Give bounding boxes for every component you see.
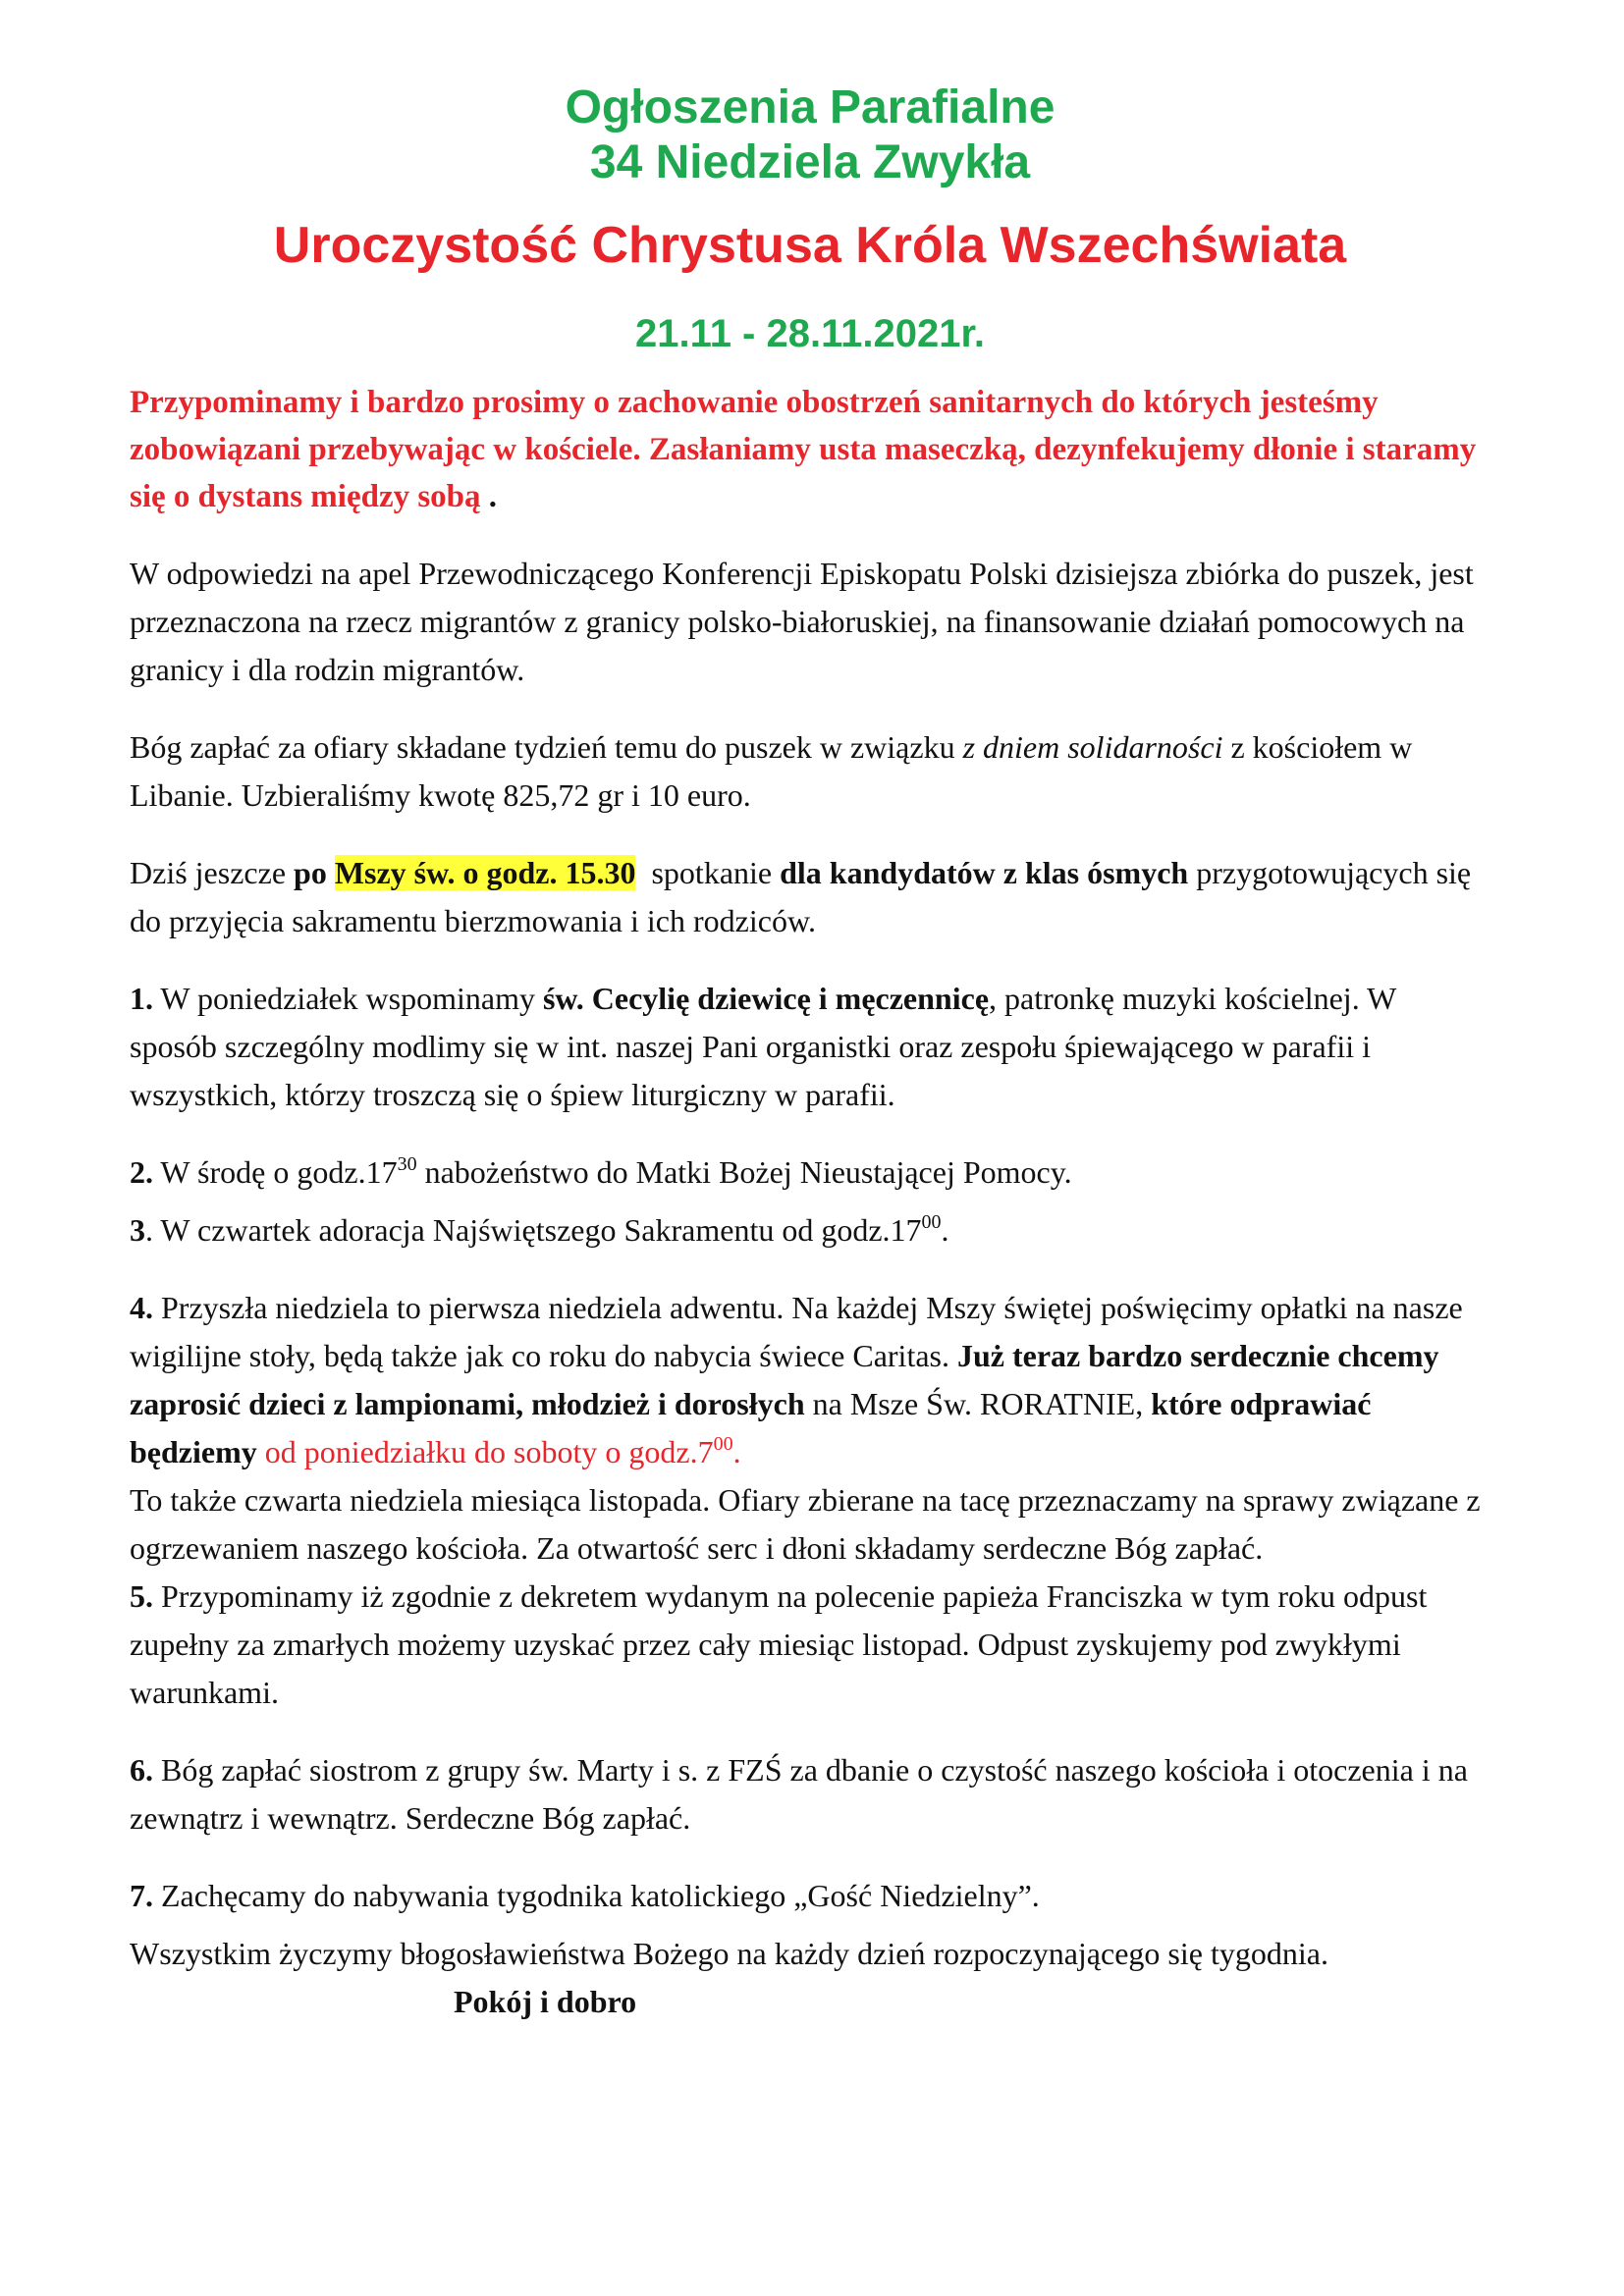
item-7: 7. Zachęcamy do nabywania tygodnika katolickiego „Gość Niedzielny”. (130, 1878, 1040, 1913)
item-5: 5. Przypominamy iż zgodnie z dekretem wydanym na polecenie papieża Franciszka w tym roku odpust zupełny za zmarłych możemy uzyskać przez cały miesiąc listopad. Odpust zyskujemy pod zwykłymi warunkami. (130, 1578, 1428, 1710)
date-range: 21.11 - 28.11.2021r. (635, 312, 985, 355)
announcement-body (130, 379, 1490, 2026)
thanks-paragraph: Bóg zapłać za ofiary składane tydzień temu do puszek w związku z dniem solidarności z kościołem w Libanie. Uzbieraliśmy kwotę 825,72 gr i 10 euro. (130, 729, 1413, 813)
closing-paragraph: Wszystkim życzymy błogosławieństwa Bożego na każdy dzień rozpoczynającego się tygodnia.Pokój i dobro (130, 1936, 1328, 2019)
sanitary-notice: Przypominamy i bardzo prosimy o zachowanie obostrzeń sanitarnych do których jesteśmy zobowiązani przebywając w kościele. Zasłaniamy usta maseczką, dezynfekujemy dłonie i staramy się o dystans między sobą . (130, 385, 1477, 514)
item-4-continued: To także czwarta niedziela miesiąca listopada. Ofiary zbierane na tacę przeznaczamy na sprawy związane z ogrzewaniem naszego kościoła. Za otwartość serc i dłoni składamy serdeczne Bóg zapłać. (130, 1482, 1481, 1566)
item-1: 1. W poniedziałek wspominamy św. Cecylię dziewicę i męczennicę, patronkę muzyki kościelnej. W sposób szczególny modlimy się w int. naszej Pani organistki oraz zespołu śpiewającego w parafii i wszystkich, którzy troszczą się o śpiew liturgiczny w parafii. (130, 981, 1396, 1112)
meeting-paragraph: Dziś jeszcze po Mszy św. o godz. 15.30 spotkanie dla kandydatów z klas ósmych przygotowujących się do przyjęcia sakramentu bierzmowania i ich rodziców. (130, 855, 1472, 938)
item-6: 6. Bóg zapłać siostrom z grupy św. Marty i s. z FZŚ za dbanie o czystość naszego kościoła i otoczenia i na zewnątrz i wewnątrz. Serdeczne Bóg zapłać. (130, 1752, 1468, 1836)
item-3: 3. W czwartek adoracja Najświętszego Sakramentu od $godz.17^{00}$. (130, 1211, 949, 1248)
collection-paragraph: W odpowiedzi na apel Przewodniczącego Konferencji Episkopatu Polski dzisiejsza zbiórka do puszek, jest przeznaczona na rzecz migrantów z granicy polsko-białoruskiej, na finansowanie działań pomocowych na granicy i dla rodzin migrantów. (130, 556, 1474, 687)
feast-title: Uroczystość Chrystusa Króla Wszechświata (273, 217, 1347, 274)
title-line-2: 34 Niedziela Zwykła (589, 136, 1031, 188)
item-4: 4. Przyszła niedziela to pierwsza niedziela adwentu. Na każdej Mszy świętej poświęcimy opłatki na nasze wigilijne stoły, będą także jak co roku do nabycia świece Caritas. Już teraz bardzo serdecznie chcemy zaprosić dzieci z lampionami, młodzież i dorosłych na Msze Św. RORATNIE, które odprawiać będziemy od poniedziałku do soboty o $godz.7^{00}$. (130, 1290, 1463, 1469)
signoff: Pokój i dobro (454, 1984, 637, 2019)
title-line-1: Ogłoszenia Parafialne (565, 81, 1056, 133)
highlighted-mass-time: Mszy św. o godz. 15.30 (334, 855, 636, 890)
item-2: 2. W środę o $godz.17^{30}$ nabożeństwo do Matki Bożej Nieustającej Pomocy. (130, 1153, 1072, 1190)
header (130, 80, 1490, 357)
